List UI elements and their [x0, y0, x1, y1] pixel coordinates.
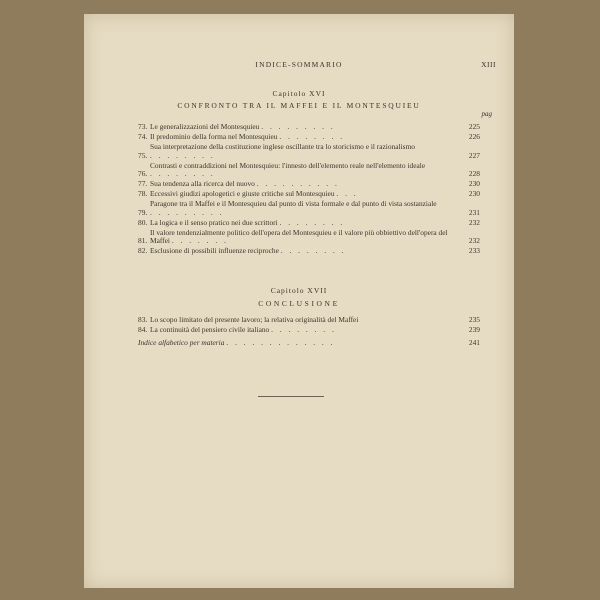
toc-entry	[138, 199, 480, 217]
toc-entry	[138, 246, 480, 256]
entry-number: 76.	[138, 169, 148, 179]
page-number: XIII	[481, 60, 496, 69]
entry-text: La continuità del pensiero civile italiano	[150, 324, 270, 334]
toc-entry	[138, 227, 480, 246]
entry-number: 81.	[138, 236, 148, 246]
toc-entry	[138, 315, 480, 325]
entry-number: 80.	[138, 217, 148, 227]
entry-text: Contrasti e contraddizioni nel Montesquieu: l'innesto dell'elemento reale nell'elemento ideale	[150, 160, 426, 170]
entry-leader-dots: . . . . . . . .	[150, 169, 216, 179]
toc-entry-index	[138, 337, 480, 348]
entry-leader-dots: . . . . . . . . . .	[256, 179, 340, 189]
entry-page: 226	[468, 131, 480, 141]
entry-text: Le generalizzazioni del Montesquieu	[150, 122, 260, 131]
chapter-xvi-toc	[138, 122, 480, 257]
entry-leader-dots: . . .	[336, 189, 359, 199]
entry-number: 83.	[138, 315, 148, 324]
book-page	[84, 14, 514, 588]
toc-entry	[138, 189, 480, 199]
entry-text: Eccessivi giudizi apologetici e giuste critiche sul Montesquieu	[150, 189, 335, 199]
entry-page: 230	[468, 189, 480, 199]
entry-number: 77.	[138, 179, 148, 189]
toc-entry	[138, 160, 480, 179]
entry-number: 79.	[138, 207, 148, 217]
entry-page: 239	[468, 324, 480, 334]
entry-page: 233	[468, 246, 480, 256]
entry-text: Sua tendenza alla ricerca del nuovo	[150, 179, 255, 189]
entry-text: La logica e il senso pratico nei due scrittori	[150, 217, 278, 227]
entry-page: 232	[468, 236, 480, 246]
entry-text: Lo scopo limitato del presente lavoro; la relativa originalità del Maffei	[150, 315, 359, 324]
entry-text: Il predominio della forma nel Montesquieu	[150, 131, 278, 141]
entry-leader-dots: . . . . . . . .	[279, 217, 345, 227]
toc-entry	[138, 324, 480, 335]
pag-column-label: pag	[481, 110, 492, 118]
entry-number: 82.	[138, 246, 148, 256]
entry-page: 228	[468, 169, 480, 179]
entry-number: 78.	[138, 189, 148, 199]
toc-entry	[138, 141, 480, 160]
entry-page: 230	[468, 179, 480, 189]
entry-leader-dots: . . . . . . . . .	[261, 122, 336, 131]
entry-number: 74.	[138, 131, 148, 141]
entry-text: Il valore tendenzialmente politico dell'opera del Montesquieu e il valore più obbiettivo dell'opera del Maffei	[150, 227, 448, 246]
entry-text: Sua interpretazione della costituzione inglese oscillante tra lo storicismo e il razionalismo	[150, 141, 415, 151]
entry-leader-dots: . . . . . . . .	[271, 324, 337, 334]
entry-page: 235	[468, 315, 480, 324]
running-header: INDICE-SOMMARIO	[255, 60, 343, 69]
closing-rule	[258, 396, 324, 397]
entry-number: 73.	[138, 122, 148, 131]
entry-leader-dots: . . . . . . . . . . . . .	[226, 337, 335, 347]
entry-leader-dots: . . . . . . . . .	[150, 207, 224, 217]
entry-page: 225	[468, 122, 480, 131]
entry-leader-dots: . . . . . . . .	[150, 150, 216, 160]
toc-entry	[138, 179, 480, 189]
entry-page: 231	[468, 207, 480, 217]
entry-text: Esclusione di possibili influenze reciproche	[150, 246, 279, 256]
entry-leader-dots: . . . . . . . .	[280, 246, 346, 256]
chapter-xvi-label: Capitolo XVI	[272, 89, 326, 98]
toc-entry	[138, 217, 480, 228]
chapter-xvi-title: CONFRONTO TRA IL MAFFEI E IL MONTESQUIEU	[177, 101, 421, 110]
chapter-xvii-title: CONCLUSIONE	[258, 299, 340, 308]
entry-text: Indice alfabetico per materia	[138, 337, 225, 347]
chapter-xvii-toc	[138, 315, 480, 349]
entry-text: Paragone tra il Maffei e il Montesquieu dal punto di vista formale e dal punto di vista sostanziale	[150, 199, 437, 209]
entry-page: 232	[468, 217, 480, 227]
entry-number: 75.	[138, 150, 148, 160]
entry-number: 84.	[138, 324, 148, 334]
chapter-xvii-label: Capitolo XVII	[270, 286, 328, 295]
entry-leader-dots: . . . . . . .	[171, 236, 229, 246]
entry-leader-dots: . . . . . . . .	[279, 131, 345, 141]
entry-page: 241	[468, 337, 480, 347]
entry-page: 227	[468, 150, 480, 160]
toc-entry	[138, 122, 480, 132]
toc-entry	[138, 131, 480, 142]
